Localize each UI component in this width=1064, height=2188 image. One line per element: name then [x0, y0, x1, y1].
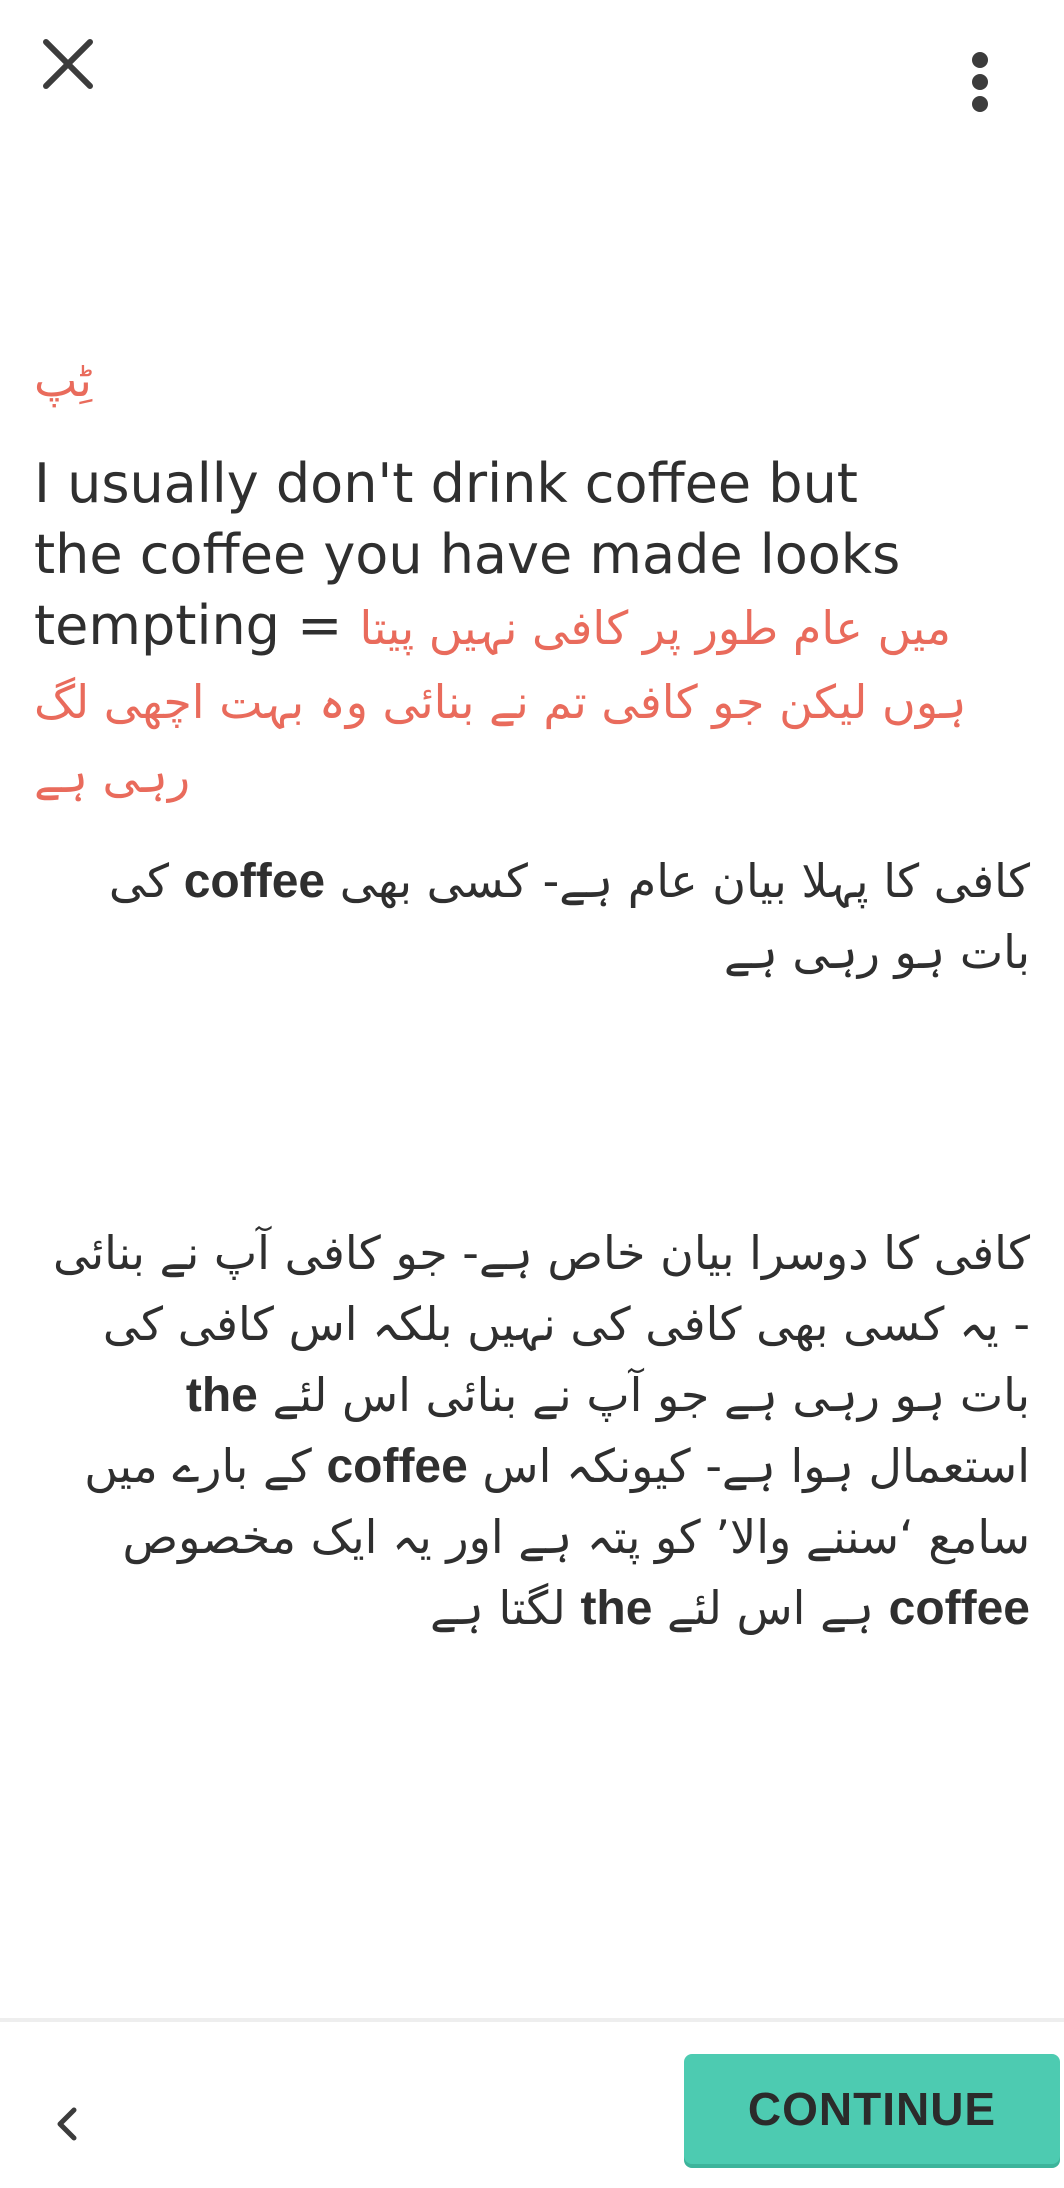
explanation-2-text-c: کے بارے میں سامع ‘سننے والا’ کو پتہ ہے اور یہ ایک مخصوص [84, 1439, 1030, 1564]
tip-example-block [34, 448, 1030, 812]
more-options-button[interactable] [955, 42, 1005, 122]
close-icon [40, 36, 96, 92]
footer-divider [0, 2018, 1064, 2022]
tip-mixed-line [34, 590, 1030, 812]
explanation-paragraph-1 [34, 846, 1030, 988]
explanation-2-keyword-the-1: the [185, 1369, 258, 1422]
tip-english-line-1: I usually don't drink coffee but [34, 452, 858, 515]
explanation-2-text-a: کافی کا دوسرا بیان خاص ہے- جو کافی آپ نے بنائی - یہ کسی بھی کافی کی نہیں بلکہ اس کافی کی بات ہو رہی ہے جو آپ نے بنائی اس لئے [53, 1226, 1030, 1422]
tip-english-line-3: tempting = [34, 594, 343, 657]
explanation-2-keyword-coffee-1: coffee [326, 1440, 468, 1493]
back-button[interactable] [42, 2096, 90, 2152]
explanation-2-text-d: ہے اس لئے [652, 1581, 889, 1635]
explanation-1-text-a: کافی کا پہلا بیان عام ہے- کسی بھی [325, 854, 1030, 908]
tip-urdu-translation: میں عام طور پر کافی نہیں پیتا ہوں لیکن جو کافی تم نے بنائی وہ بہت اچھی لگ رہی ہے [34, 601, 967, 803]
explanation-1-keyword: coffee [183, 855, 326, 908]
continue-button[interactable]: CONTINUE [684, 2054, 1060, 2164]
explanation-paragraph-2 [34, 1218, 1030, 1644]
chevron-left-icon [52, 2104, 80, 2144]
explanation-2-text-b: استعمال ہوا ہے- کیونکہ اس [467, 1439, 1030, 1493]
explanation-2-text-e: لگتا ہے [429, 1581, 581, 1635]
explanation-2-keyword-coffee-2: coffee [888, 1582, 1030, 1635]
close-button[interactable] [34, 30, 102, 98]
explanation-2-keyword-the-2: the [580, 1582, 653, 1635]
more-vertical-icon [968, 50, 992, 114]
explanation-1-text-b: کی بات ہو رہی ہے [108, 854, 1030, 979]
tip-english-line-2: the coffee you have made looks [34, 523, 901, 586]
tip-heading: ٹِپ [34, 353, 92, 407]
